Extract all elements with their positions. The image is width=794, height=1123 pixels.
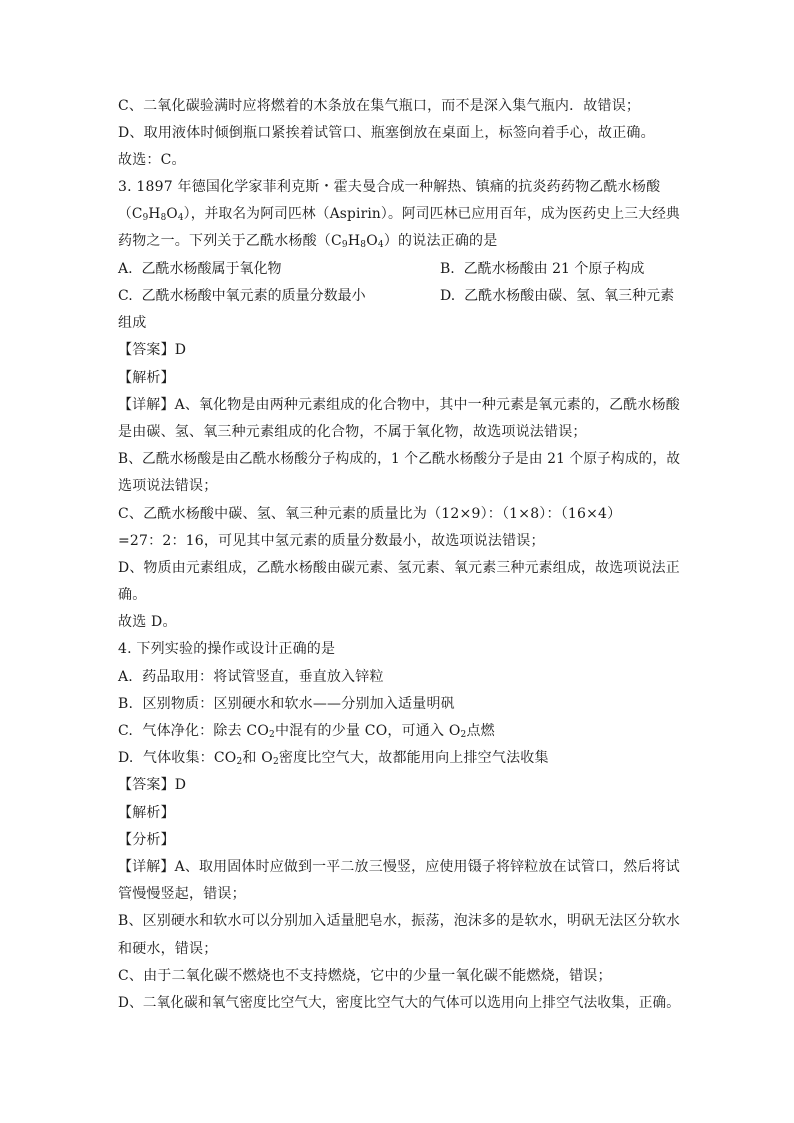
q3-stem-line-3: 药物之一。下列关于乙酰水杨酸$(C_9H_8O_4)$的说法正确的是 xyxy=(118,233,498,250)
q2-explanation-c: C、二氧化碳验满时应将燃着的木条放在集气瓶口，而不是深入集气瓶内．故错误； xyxy=(118,98,641,114)
q2-explanation-d: D、取用液体时倾倒瓶口紧挨着试管口、瓶塞倒放在桌面上，标签向着手心，故正确。 xyxy=(118,125,655,141)
q3-detail-line-2: 是由碳、氢、氧三种元素组成的化合物，不属于氧化物，故选项说法错误； xyxy=(118,424,587,440)
q4-detail-line-2: 管慢慢竖起，错误； xyxy=(118,886,246,902)
q3-detail-line-4: 选项说法错误； xyxy=(118,478,218,494)
q3-option-a: A. 乙酰水杨酸属于氧化物 xyxy=(118,261,282,277)
q3-answer: 【答案】D xyxy=(118,342,187,358)
q3-option-d: D. 乙酰水杨酸由碳、氢、氧三种元素 xyxy=(440,288,675,304)
q2-final-choice: 故选：C。 xyxy=(118,152,186,168)
q4-option-c: C. 气体净化：除去 $CO_2$中混有的少量 CO，可通入 $O_2$点燃 xyxy=(118,723,495,740)
q3-final-choice: 故选 D。 xyxy=(118,614,177,630)
q3-detail-line-7: D、物质由元素组成，乙酰水杨酸由碳元素、氢元素、氧元素三种元素组成，故选项说法正 xyxy=(118,560,680,576)
q4-stem: 4. 下列实验的操作或设计正确的是 xyxy=(118,641,336,657)
q4-detail-line-1: 【详解】A、取用固体时应做到一平二放三慢竖，应使用镊子将锌粒放在试管口，然后将试 xyxy=(118,859,680,875)
q3-detail-line-6: =27：2：16，可见其中氢元素的质量分数最小，故选项说法错误； xyxy=(118,533,545,549)
q3-option-b: B. 乙酰水杨酸由 21 个原子构成 xyxy=(440,261,645,277)
q4-fenxi-heading: 【分析】 xyxy=(118,832,175,848)
q4-analysis-heading: 【解析】 xyxy=(118,805,175,821)
q3-stem-line-1: 3. 1897 年德国化学家菲利克斯・霍夫曼合成一种解热、镇痛的抗炎药药物乙酰水杨酸 xyxy=(118,179,661,195)
q3-option-d-continued: 组成 xyxy=(118,315,147,331)
q3-analysis-heading: 【解析】 xyxy=(118,370,175,386)
q3-detail-line-8: 确。 xyxy=(118,587,147,603)
q3-detail-line-1: 【详解】A、氧化物是由两种元素组成的化合物中，其中一种元素是氧元素的，乙酰水杨酸 xyxy=(118,397,680,413)
q4-option-d: D. 气体收集：$CO_2$和 $O_2$密度比空气大，故都能用向上排空气法收集 xyxy=(118,750,549,767)
q4-answer: 【答案】D xyxy=(118,777,187,793)
q3-option-c: C. 乙酰水杨酸中氧元素的质量分数最小 xyxy=(118,288,366,304)
q4-option-b: B. 区别物质：区别硬水和软水——分别加入适量明矾 xyxy=(118,696,455,712)
q4-detail-line-4: 和硬水，错误； xyxy=(118,941,218,957)
q3-detail-line-5: C、乙酰水杨酸中碳、氢、氧三种元素的质量比为（12×9）：（1×8）：（16×4） xyxy=(118,506,622,522)
q3-stem-line-2: $(C_9H_8O_4)$，并取名为阿司匹林（Aspirin）。阿司匹林已应用百年，成为医药史上三大经典 xyxy=(118,206,680,223)
q4-detail-line-5: C、由于二氧化碳不燃烧也不支持燃烧，它中的少量一氧化碳不能燃烧，错误； xyxy=(118,968,612,984)
q4-option-a: A. 药品取用：将试管竖直，垂直放入锌粒 xyxy=(118,669,384,685)
q3-detail-line-3: B、乙酰水杨酸是由乙酰水杨酸分子构成的，1 个乙酰水杨酸分子是由 21 个原子构成的，故 xyxy=(118,451,681,467)
q4-detail-line-6: D、二氧化碳和氧气密度比空气大，密度比空气大的气体可以选用向上排空气法收集，正确。 xyxy=(118,995,681,1011)
q4-detail-line-3: B、区别硬水和软水可以分别加入适量肥皂水，振荡，泡沫多的是软水，明矾无法区分软水 xyxy=(118,913,681,929)
